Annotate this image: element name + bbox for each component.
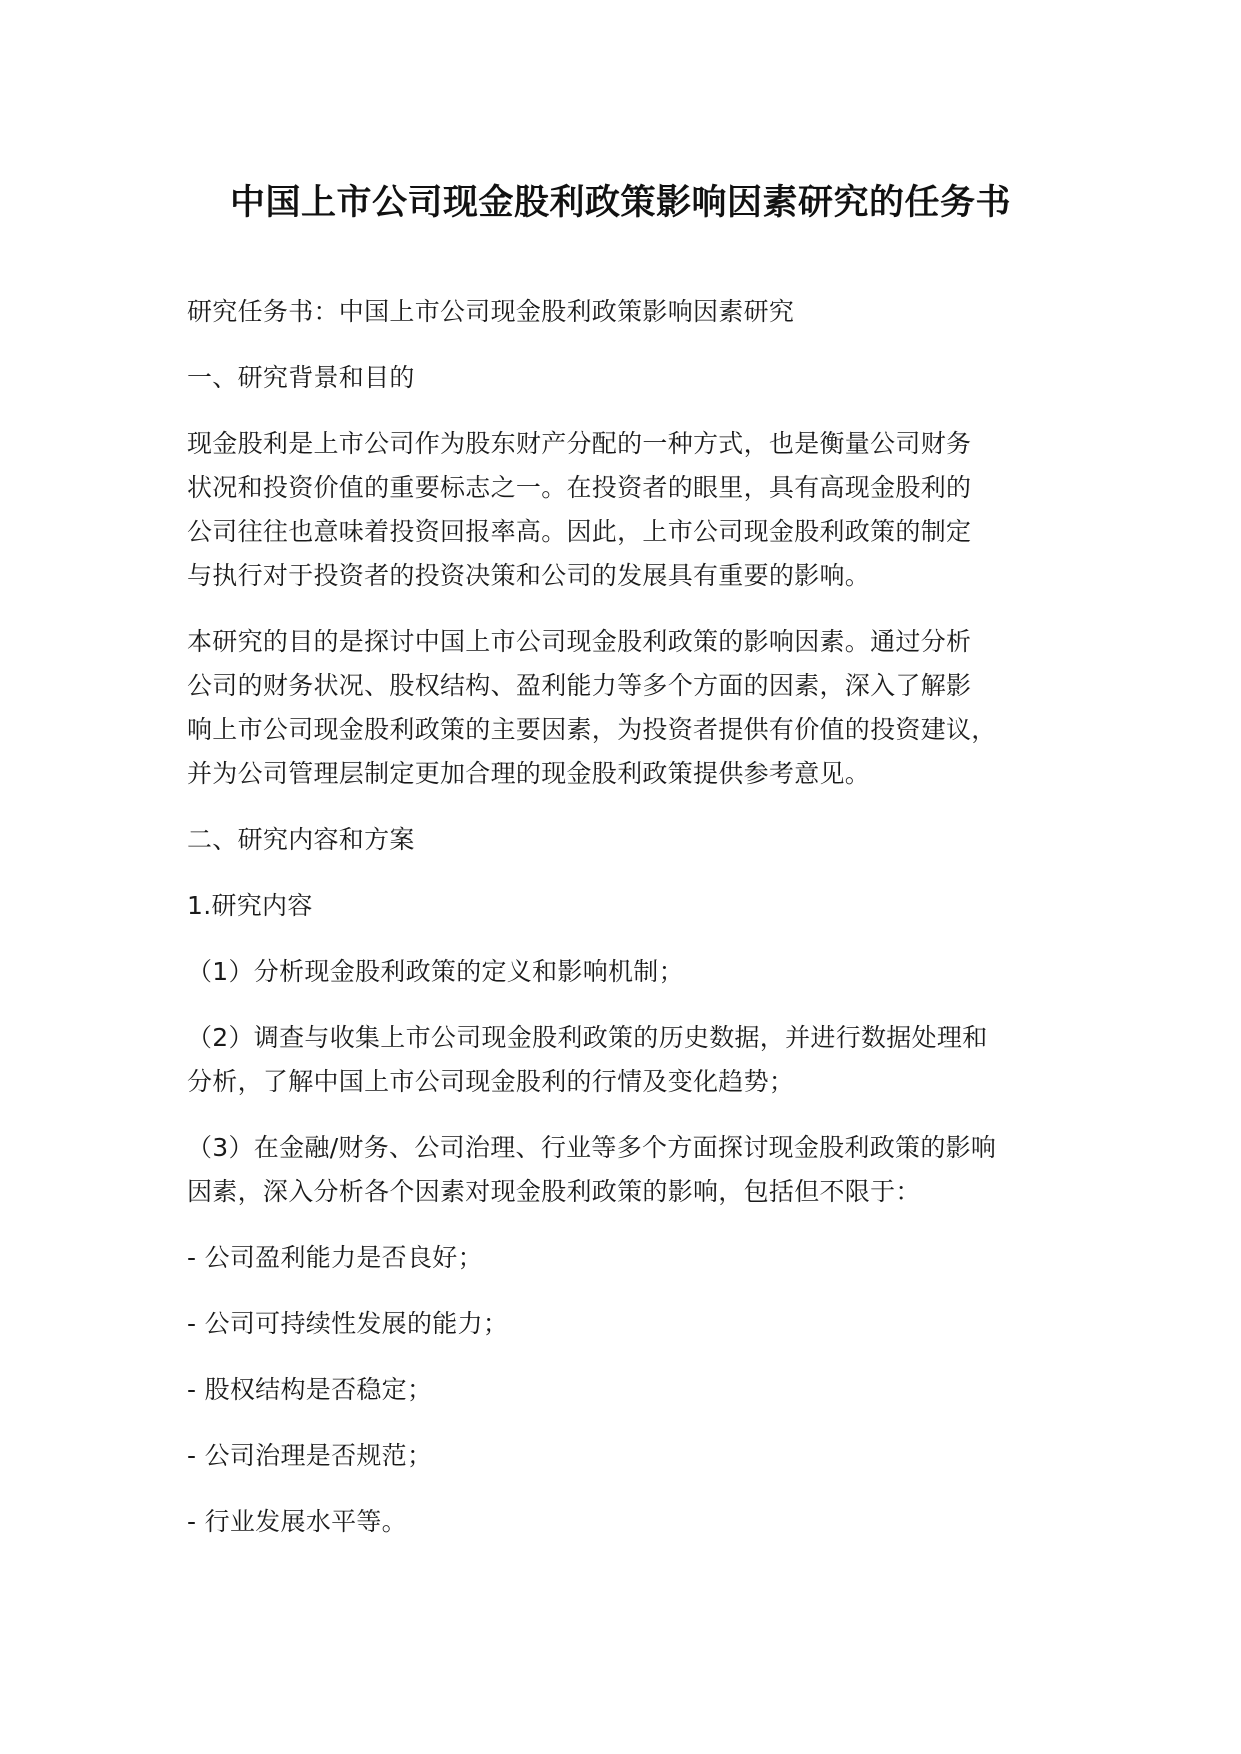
list-item-text: （2）调查与收集上市公司现金股利政策的历史数据，并进行数据处理和	[187, 1023, 988, 1052]
list-item-text: （1）分析现金股利政策的定义和影响机制；	[187, 957, 684, 986]
paragraph-line: 公司往往也意味着投资回报率高。因此，上市公司现金股利政策的制定	[187, 517, 972, 546]
list-item-text: （3）在金融/财务、公司治理、行业等多个方面探讨现金股利政策的影响	[187, 1133, 997, 1162]
subsection-heading-text: 1.研究内容	[187, 891, 313, 920]
background-paragraph	[187, 422, 1087, 598]
list-item-2	[187, 1016, 1087, 1104]
bullet-text: - 公司可持续性发展的能力；	[187, 1309, 509, 1338]
paragraph-line: 现金股利是上市公司作为股东财产分配的一种方式，也是衡量公司财务	[187, 429, 972, 458]
bullet-text: - 股权结构是否稳定；	[187, 1375, 433, 1404]
document-body	[187, 290, 1087, 1566]
bullet-item	[187, 1302, 1087, 1346]
list-item-3	[187, 1126, 1087, 1214]
bullet-text: - 行业发展水平等。	[187, 1507, 407, 1536]
paragraph-line: 响上市公司现金股利政策的主要因素，为投资者提供有价值的投资建议，	[187, 715, 997, 744]
bullet-text: - 公司治理是否规范；	[187, 1441, 433, 1470]
section-heading-background	[187, 356, 1087, 400]
section-heading-text: 一、研究背景和目的	[187, 363, 415, 392]
paragraph-line: 并为公司管理层制定更加合理的现金股利政策提供参考意见。	[187, 759, 871, 788]
bullet-text: - 公司盈利能力是否良好；	[187, 1243, 483, 1272]
purpose-paragraph	[187, 620, 1087, 796]
list-item-text: 分析，了解中国上市公司现金股利的行情及变化趋势；	[187, 1067, 795, 1096]
paragraph-line: 本研究的目的是探讨中国上市公司现金股利政策的影响因素。通过分析	[187, 627, 972, 656]
list-item-text: 因素，深入分析各个因素对现金股利政策的影响，包括但不限于：	[187, 1177, 921, 1206]
section-heading-content	[187, 818, 1087, 862]
bullet-item	[187, 1434, 1087, 1478]
subtitle-line	[187, 290, 1087, 334]
bullet-item	[187, 1500, 1087, 1544]
paragraph-line: 公司的财务状况、股权结构、盈利能力等多个方面的因素，深入了解影	[187, 671, 972, 700]
document-title: 中国上市公司现金股利政策影响因素研究的任务书	[229, 183, 1011, 223]
bullet-item	[187, 1368, 1087, 1412]
paragraph-line: 与执行对于投资者的投资决策和公司的发展具有重要的影响。	[187, 561, 871, 590]
section-heading-text: 二、研究内容和方案	[187, 825, 415, 854]
subtitle-text: 研究任务书：中国上市公司现金股利政策影响因素研究	[187, 297, 795, 326]
bullet-item	[187, 1236, 1087, 1280]
subsection-heading	[187, 884, 1087, 928]
paragraph-line: 状况和投资价值的重要标志之一。在投资者的眼里，具有高现金股利的	[187, 473, 972, 502]
list-item-1	[187, 950, 1087, 994]
